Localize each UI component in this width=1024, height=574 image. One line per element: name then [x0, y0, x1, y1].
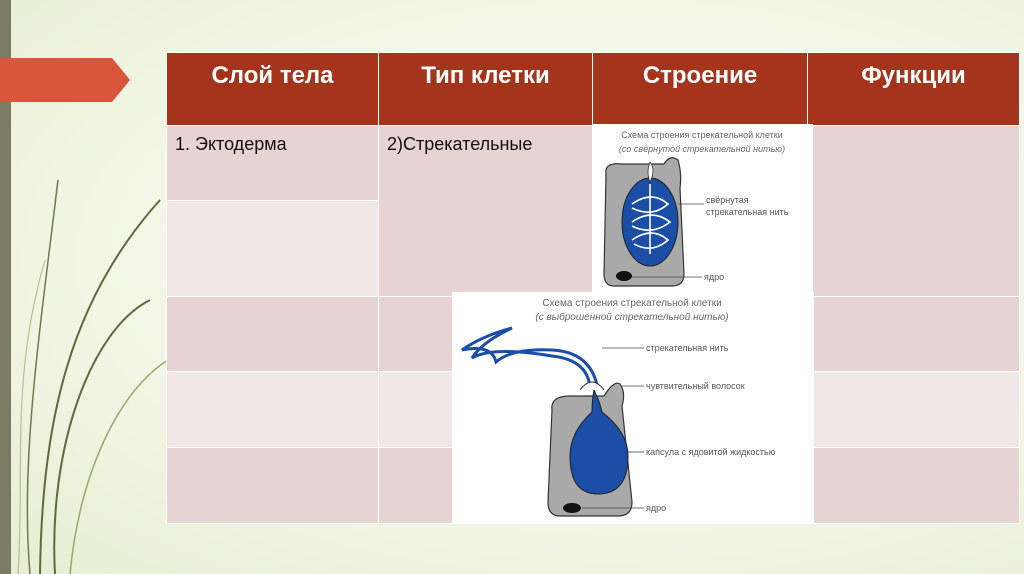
header-functions: Функции [808, 53, 1020, 126]
table-cell [167, 297, 379, 372]
table-cell [167, 372, 379, 448]
nucleus-shape [616, 271, 632, 281]
table-cell [167, 448, 379, 524]
figure2-label-nucleus: ядро [646, 503, 667, 513]
table-cell [808, 448, 1020, 524]
header-structure: Строение [593, 53, 808, 126]
table-cell [167, 201, 379, 297]
figure2-title-line2: (с выброшенной стрекательной нитью) [535, 312, 729, 323]
figure1-label-thread-2: стрекательная нить [706, 207, 789, 217]
figure2-title-line1: Схема строения стрекательной клетки [542, 298, 722, 309]
table-cell [808, 372, 1020, 448]
table-cell [808, 297, 1020, 372]
figure1-title-line1: Схема строения стрекательной клетки [621, 130, 783, 140]
table-header-row [167, 53, 1020, 126]
stinging-cell-ejected-figure [452, 292, 814, 523]
hair-shape [580, 382, 604, 390]
cell-type-stinging: 2)Стрекательные [379, 126, 593, 297]
figure1-title-line2: (со свёрнутой стрекательной нитью) [618, 144, 786, 154]
nucleus-shape [563, 503, 581, 513]
header-cell-type: Тип клетки [379, 53, 593, 126]
cell-functions-empty [808, 126, 1020, 297]
cell-layer-ectoderm: 1. Эктодерма [167, 126, 379, 201]
header-body-layer: Слой тела [167, 53, 379, 126]
figure2-label-capsule: капсула с ядовитой жидкостью [646, 447, 776, 457]
ejected-thread-shape [462, 328, 598, 390]
figure2-label-hair: чувтвительный волосок [646, 381, 745, 391]
figure1-label-thread-1: свёрнутая [706, 195, 749, 205]
stinging-cell-coiled-figure [592, 124, 813, 296]
title-arrow-marker [0, 58, 130, 102]
figure2-label-thread: стрекательная нить [646, 343, 729, 353]
figure1-label-nucleus: ядро [704, 272, 725, 282]
